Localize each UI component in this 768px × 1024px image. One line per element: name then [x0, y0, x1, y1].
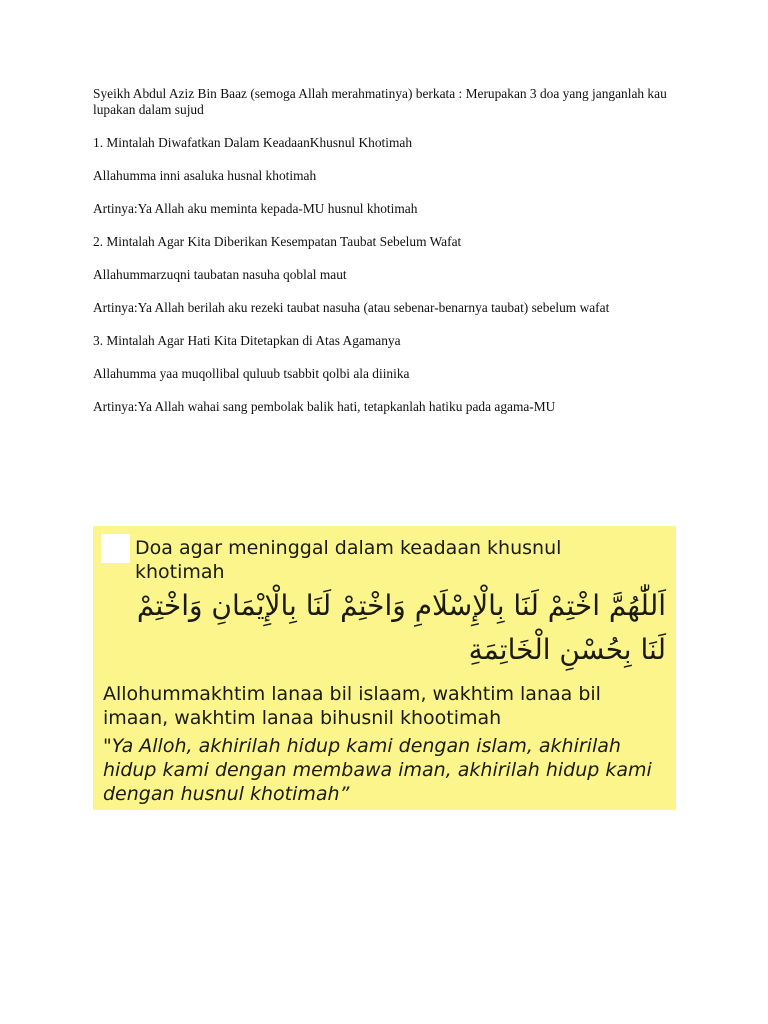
heading-2: 2. Mintalah Agar Kita Diberikan Kesempatan Taubat Sebelum Wafat — [93, 234, 462, 249]
intro-paragraph: Syeikh Abdul Aziz Bin Baaz (semoga Allah merahmatinya) berkata : Merupakan 3 doa yang janganlah kau lupakan dalam sujud — [93, 86, 667, 117]
card-title: Doa agar meninggal dalam keadaan khusnul khotimah — [135, 537, 562, 583]
white-square — [101, 534, 130, 563]
meaning-3: Artinya:Ya Allah wahai sang pembolak balik hati, tetapkanlah hatiku pada agama-MU — [93, 399, 556, 414]
doa-image-card — [93, 526, 676, 810]
doa-1: Allahumma inni asaluka husnal khotimah — [93, 168, 317, 183]
meaning-2: Artinya:Ya Allah berilah aku rezeki taubat nasuha (atau sebenar-benarnya taubat) sebelum wafat — [93, 300, 610, 315]
transliteration: Allohummakhtim lanaa bil islaam, wakhtim lanaa bil imaan, wakhtim lanaa bihusnil khootimah — [103, 683, 601, 729]
arabic-text: اَللّٰهُمَّ اخْتِمْ لَنَا بِالْإِسْلَامِ وَاخْتِمْ لَنَا بِالْإِيْمَانِ وَاخْتِمْ لَنَا بِحُسْنِ الْخَاتِمَةِ — [136, 589, 666, 666]
doa-2: Allahummarzuqni taubatan nasuha qoblal maut — [93, 267, 347, 282]
heading-1: 1. Mintalah Diwafatkan Dalam KeadaanKhusnul Khotimah — [93, 135, 413, 150]
doa-3: Allahumma yaa muqollibal quluub tsabbit qolbi ala diinika — [93, 366, 410, 381]
meaning-1: Artinya:Ya Allah aku meminta kepada-MU husnul khotimah — [93, 201, 418, 216]
heading-3: 3. Mintalah Agar Hati Kita Ditetapkan di Atas Agamanya — [93, 333, 401, 348]
translation: "Ya Alloh, akhirilah hidup kami dengan islam, akhirilah hidup kami dengan membawa iman, akhirilah hidup kami dengan husnul khotimah” — [103, 735, 652, 805]
document-text — [93, 86, 683, 432]
